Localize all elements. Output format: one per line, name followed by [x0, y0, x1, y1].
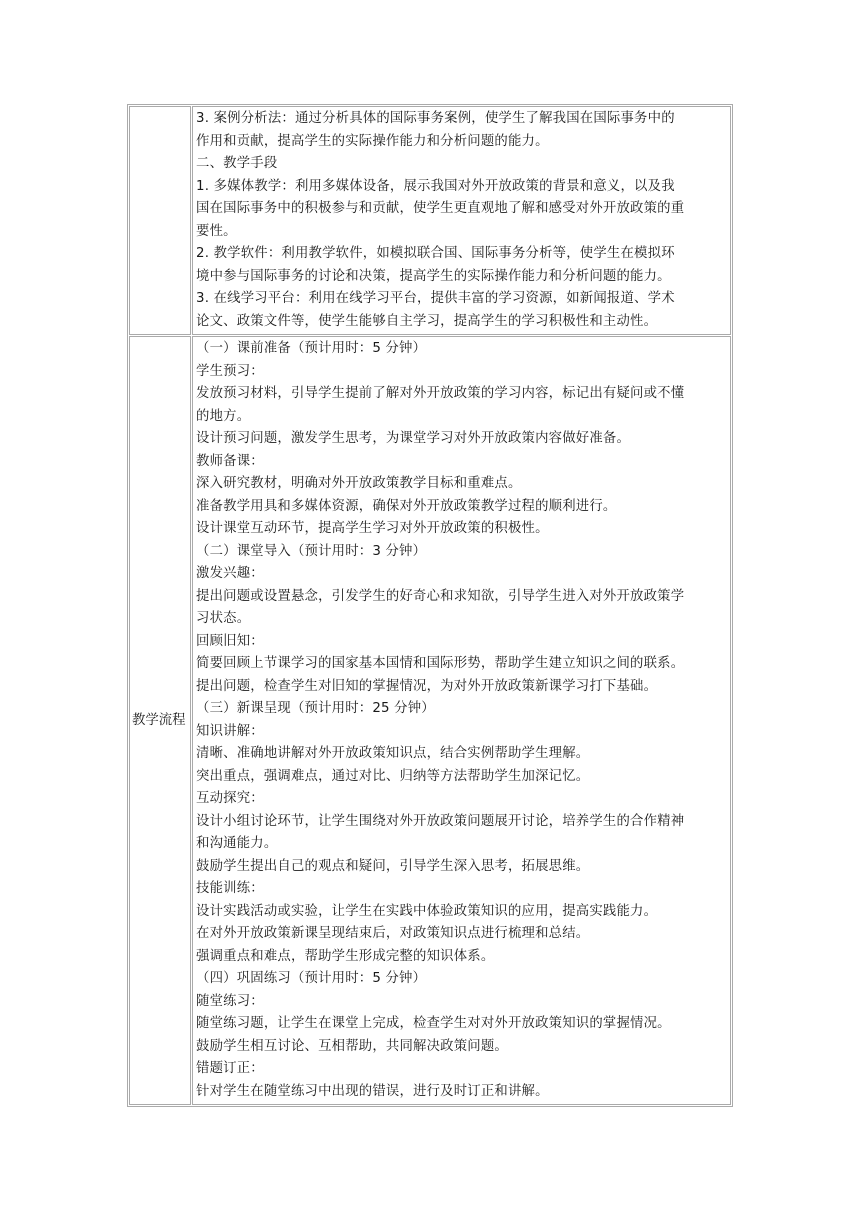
text-line: 提出问题或设置悬念，引发学生的好奇心和求知欲，引导学生进入对外开放政策学	[196, 588, 685, 604]
text-line: 互动探究：	[196, 791, 264, 806]
text-line: 设计小组讨论环节，让学生围绕对外开放政策问题展开讨论，培养学生的合作精神	[196, 813, 685, 829]
text-line: 设计预习问题，激发学生思考，为课堂学习对外开放政策内容做好准备。	[196, 431, 631, 446]
row-label-teaching-process	[129, 336, 191, 1105]
text-line: 提出问题，检查学生对旧知的掌握情况，为对外开放政策新课学习打下基础。	[196, 678, 658, 694]
text-line: （四）巩固练习（预计用时：5 分钟）	[196, 971, 427, 986]
text-line: 要性。	[196, 223, 237, 239]
text-line: 知识讲解：	[196, 723, 264, 739]
text-line: 强调重点和难点，帮助学生形成完整的知识体系。	[196, 948, 495, 964]
text-line: 准备教学用具和多媒体资源，确保对外开放政策教学过程的顺利进行。	[196, 498, 617, 514]
text-line: 针对学生在随堂练习中出现的错误，进行及时订正和讲解。	[196, 1083, 549, 1099]
lesson-plan-table	[127, 104, 733, 1107]
text-line: 突出重点，强调难点，通过对比、归纳等方法帮助学生加深记忆。	[196, 768, 590, 784]
text-line: 二、教学手段	[196, 156, 278, 171]
text-line: 习状态。	[196, 611, 251, 626]
text-line: 随堂练习：	[196, 993, 264, 1009]
text-line: 1. 多媒体教学：利用多媒体设备，展示我国对外开放政策的背景和意义，以及我	[196, 178, 675, 194]
text-line: 3. 在线学习平台：利用在线学习平台，提供丰富的学习资源，如新闻报道、学术	[196, 291, 675, 306]
text-line: 设计实践活动或实验，让学生在实践中体验政策知识的应用，提高实践能力。	[196, 903, 658, 919]
text-line: 回顾旧知：	[196, 633, 264, 649]
text-line: 随堂练习题，让学生在课堂上完成，检查学生对对外开放政策知识的掌握情况。	[196, 1016, 671, 1031]
text-line: 2. 教学软件：利用教学软件，如模拟联合国、国际事务分析等，使学生在模拟环	[196, 246, 675, 261]
text-line: 国在国际事务中的积极参与和贡献，使学生更直观地了解和感受对外开放政策的重	[196, 201, 685, 216]
text-line: 论文、政策文件等，使学生能够自主学习，提高学生的学习积极性和主动性。	[196, 313, 658, 329]
table-row-teaching-process	[129, 336, 731, 1105]
text-line: 鼓励学生提出自己的观点和疑问，引导学生深入思考，拓展思维。	[196, 858, 590, 874]
text-line: （二）课堂导入（预计用时：3 分钟）	[196, 543, 427, 559]
text-line: 发放预习材料，引导学生提前了解对外开放政策的学习内容，标记出有疑问或不懂	[196, 386, 685, 401]
text-line: 深入研究教材，明确对外开放政策教学目标和重难点。	[196, 476, 522, 491]
text-line: 鼓励学生相互讨论、互相帮助，共同解决政策问题。	[196, 1038, 508, 1054]
text-line: 激发兴趣：	[196, 566, 264, 581]
text-line: 的地方。	[196, 408, 251, 424]
text-line: （三）新课呈现（预计用时：25 分钟）	[196, 701, 435, 716]
teaching-methods-cell	[192, 106, 731, 335]
text-line: 简要回顾上节课学习的国家基本国情和国际形势，帮助学生建立知识之间的联系。	[196, 656, 685, 671]
text-line: （一）课前准备（预计用时：5 分钟）	[196, 341, 427, 356]
text-line: 境中参与国际事务的讨论和决策，提高学生的实际操作能力和分析问题的能力。	[196, 268, 671, 284]
teaching-process-cell	[192, 336, 731, 1105]
text-line: 设计课堂互动环节，提高学生学习对外开放政策的积极性。	[196, 521, 549, 536]
row-label-empty	[129, 106, 191, 335]
teaching-process-label: 教学流程	[132, 713, 186, 728]
text-line: 教师备课：	[196, 453, 264, 469]
text-line: 3. 案例分析法：通过分析具体的国际事务案例，使学生了解我国在国际事务中的	[196, 111, 675, 126]
text-line: 作用和贡献，提高学生的实际操作能力和分析问题的能力。	[196, 133, 549, 149]
text-line: 清晰、准确地讲解对外开放政策知识点，结合实例帮助学生理解。	[196, 746, 590, 761]
text-line: 在对外开放政策新课呈现结束后，对政策知识点进行梳理和总结。	[196, 926, 590, 941]
text-line: 错题订正：	[196, 1061, 264, 1076]
text-line: 技能训练：	[196, 881, 264, 896]
table-row-teaching-methods	[129, 106, 731, 335]
text-line: 和沟通能力。	[196, 836, 278, 851]
text-line: 学生预习：	[196, 363, 264, 379]
